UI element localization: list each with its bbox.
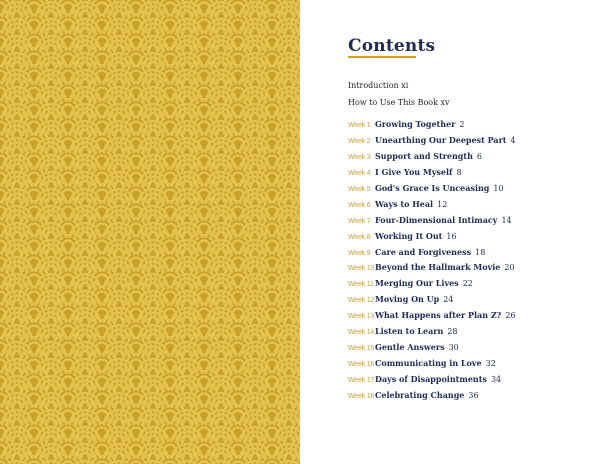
page-title: Contents bbox=[348, 36, 436, 56]
week-title: Communicating in Love bbox=[375, 358, 482, 369]
week-page-number: 20 bbox=[504, 263, 515, 273]
week-label: Week 9 bbox=[348, 249, 371, 257]
week-title: Gentle Answers bbox=[375, 342, 445, 353]
toc-week-row bbox=[348, 165, 516, 181]
week-label: Week 3 bbox=[348, 153, 371, 161]
week-page-number: 36 bbox=[468, 390, 479, 400]
week-label: Week 15 bbox=[348, 345, 375, 353]
toc-week-row bbox=[348, 292, 516, 308]
week-title: Working It Out bbox=[375, 230, 443, 241]
entry-label: Introduction bbox=[348, 81, 399, 90]
week-label: Week 8 bbox=[348, 233, 371, 241]
week-page-number: 28 bbox=[447, 327, 458, 337]
week-label: Week 2 bbox=[348, 137, 371, 145]
week-page-number: 6 bbox=[476, 151, 482, 161]
week-label: Week 17 bbox=[348, 377, 375, 384]
week-label: Week 1 bbox=[348, 122, 371, 129]
toc-entry-introduction bbox=[348, 81, 408, 90]
toc-week-row bbox=[348, 213, 516, 229]
week-page-number: 10 bbox=[493, 183, 504, 193]
title-underline bbox=[348, 56, 416, 58]
toc-week-row bbox=[348, 356, 516, 372]
toc-week-row bbox=[348, 276, 516, 292]
week-title: Listen to Learn bbox=[375, 326, 444, 337]
week-title: God's Grace Is Unceasing bbox=[375, 182, 490, 193]
week-title: Moving On Up bbox=[375, 294, 440, 305]
week-page-number: 16 bbox=[446, 231, 457, 241]
toc-week-row bbox=[348, 308, 516, 324]
toc-week-row bbox=[348, 372, 516, 388]
toc-week-row bbox=[348, 340, 516, 356]
week-page-number: 26 bbox=[505, 311, 516, 321]
table-of-contents-page bbox=[300, 0, 600, 464]
week-label: Week 5 bbox=[348, 185, 371, 193]
week-title: Four-Dimensional Intimacy bbox=[375, 214, 498, 225]
week-page-number: 4 bbox=[510, 135, 516, 145]
week-title: Days of Disappointments bbox=[375, 374, 487, 384]
toc-week-row bbox=[348, 133, 516, 149]
week-label: Week 13 bbox=[348, 313, 375, 321]
week-title: Beyond the Hallmark Movie bbox=[375, 262, 501, 273]
week-title: What Happens after Plan Z? bbox=[375, 310, 502, 321]
week-label: Week 14 bbox=[348, 329, 375, 337]
week-page-number: 2 bbox=[459, 120, 465, 129]
toc-week-row bbox=[348, 229, 516, 245]
toc-week-row bbox=[348, 197, 516, 213]
week-page-number: 24 bbox=[443, 295, 454, 305]
toc-week-row bbox=[348, 245, 516, 261]
week-page-number: 8 bbox=[456, 167, 462, 177]
week-label: Week 18 bbox=[348, 392, 375, 400]
toc-week-row bbox=[348, 260, 516, 276]
week-page-number: 30 bbox=[448, 343, 459, 353]
week-page-number: 14 bbox=[501, 215, 512, 225]
week-page-number: 32 bbox=[485, 359, 496, 369]
toc-entry-how-to-use bbox=[348, 98, 450, 107]
week-page-number: 18 bbox=[475, 247, 486, 257]
week-page-number: 22 bbox=[462, 279, 473, 289]
toc-week-row bbox=[348, 388, 516, 404]
toc-week-row bbox=[348, 117, 516, 133]
week-label: Week 16 bbox=[348, 361, 375, 369]
toc-week-row bbox=[348, 181, 516, 197]
week-title: I Give You Myself bbox=[375, 166, 453, 177]
week-title: Ways to Heal bbox=[375, 198, 434, 209]
week-page-number: 12 bbox=[437, 199, 448, 209]
toc-week-row bbox=[348, 324, 516, 340]
week-title: Merging Our Lives bbox=[375, 278, 459, 289]
week-page-number: 34 bbox=[490, 375, 502, 384]
week-label: Week 6 bbox=[348, 201, 371, 209]
week-label: Week 4 bbox=[348, 169, 371, 177]
week-label: Week 11 bbox=[348, 281, 374, 289]
week-title: Support and Strength bbox=[375, 150, 473, 161]
entry-label: How to Use This Book bbox=[348, 98, 438, 107]
week-title: Unearthing Our Deepest Part bbox=[375, 134, 507, 145]
weekly-contents-list bbox=[348, 117, 516, 404]
entry-page: xi bbox=[401, 81, 409, 90]
toc-week-row bbox=[348, 149, 516, 165]
week-title: Care and Forgiveness bbox=[375, 246, 472, 257]
week-label: Week 10 bbox=[348, 265, 375, 273]
week-title: Growing Together bbox=[375, 119, 456, 129]
week-label: Week 12 bbox=[348, 297, 375, 305]
entry-page: xv bbox=[440, 98, 450, 107]
week-title: Celebrating Change bbox=[375, 389, 465, 400]
week-label: Week 7 bbox=[348, 217, 371, 225]
